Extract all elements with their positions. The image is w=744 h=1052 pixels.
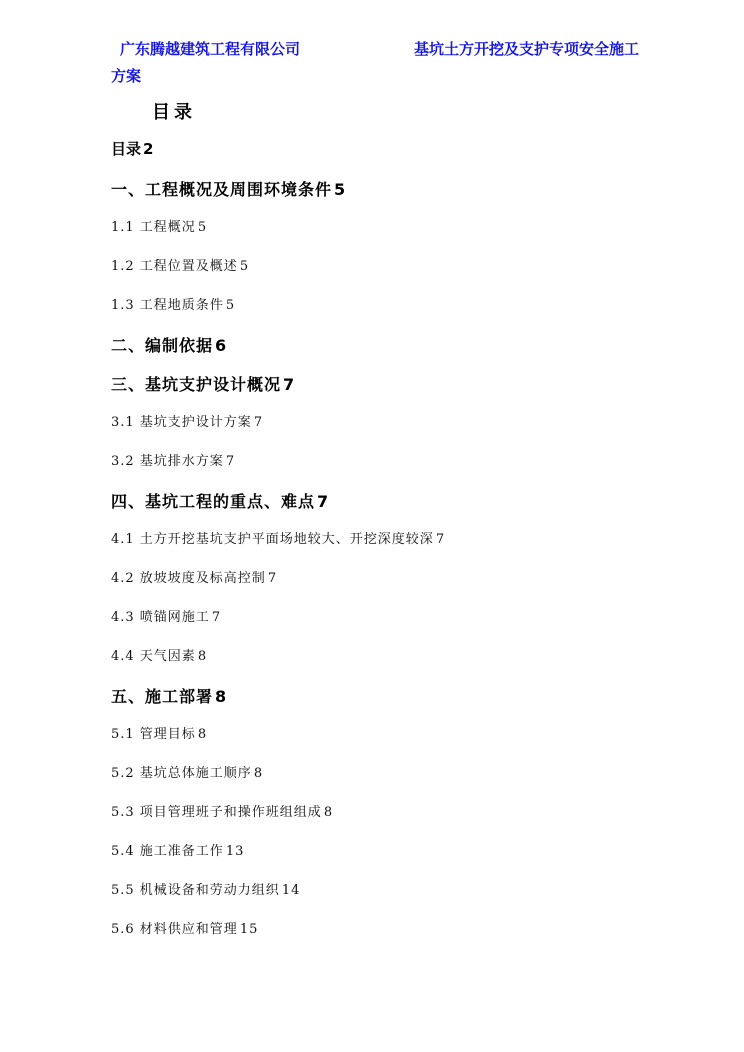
toc-entry-title: 5.1 管理目标 [111,727,196,742]
toc-entry-page-number: 7 [317,492,330,511]
toc-entry[interactable] [111,255,249,274]
toc-entry-page-number: 8 [215,687,228,706]
toc-entry-page-number: 2 [143,140,154,158]
toc-entry-title: 3.2 基坑排水方案 [111,454,224,469]
toc-entry[interactable] [111,138,153,159]
toc-entry-page-number: 8 [323,805,334,820]
toc-entry-page-number: 5 [334,180,347,199]
toc-entry[interactable] [111,333,227,356]
toc-entry-page-number: 8 [197,649,208,664]
toc-entry-title: 5.5 机械设备和劳动力组织 [111,883,280,898]
toc-entry-title: 1.3 工程地质条件 [111,298,224,313]
toc-entry-page-number: 7 [225,454,236,469]
toc-entry-page-number: 5 [197,220,208,235]
toc-entry-title: 目录 [111,140,142,158]
toc-entry[interactable] [111,450,235,469]
toc-entry[interactable] [111,567,277,586]
toc-entry[interactable] [111,801,333,820]
toc-entry-title: 5.3 项目管理班子和操作班组组成 [111,805,322,820]
toc-entry-title: 5.2 基坑总体施工顺序 [111,766,252,781]
toc-entry-page-number: 5 [239,259,250,274]
toc-entry[interactable] [111,762,263,781]
toc-entry[interactable] [111,489,329,512]
toc-entry[interactable] [111,684,227,707]
toc-entry-title: 3.1 基坑支护设计方案 [111,415,252,430]
toc-entry-page-number: 8 [253,766,264,781]
toc-entry-page-number: 7 [267,571,278,586]
toc-entry-title: 4.1 土方开挖基坑支护平面场地较大、开挖深度较深 [111,532,434,547]
toc-entry-page-number: 7 [283,375,296,394]
toc-entry-page-number: 5 [225,298,236,313]
header-company-name: 广东腾越建筑工程有限公司 [120,40,301,58]
toc-entry[interactable] [111,606,221,625]
header-document-title: 基坑土方开挖及支护专项安全施工 [414,40,640,58]
toc-entry-page-number: 7 [435,532,446,547]
toc-entry-title: 5.6 材料供应和管理 [111,922,238,937]
toc-entry-page-number: 7 [211,610,222,625]
header-document-title-continued: 方案 [111,67,142,85]
toc-entry-title: 五、施工部署 [111,687,214,706]
toc-entry[interactable] [111,177,346,200]
toc-entry-title: 一、工程概况及周围环境条件 [111,180,333,199]
toc-entry-title: 三、基坑支护设计概况 [111,375,282,394]
toc-entry-title: 1.1 工程概况 [111,220,196,235]
toc-entry-title: 4.2 放坡坡度及标高控制 [111,571,266,586]
toc-entry[interactable] [111,372,295,395]
toc-entry[interactable] [111,411,263,430]
toc-entry-title: 4.4 天气因素 [111,649,196,664]
toc-entry-page-number: 6 [215,336,228,355]
toc-entry-title: 四、基坑工程的重点、难点 [111,492,316,511]
toc-entry-page-number: 7 [253,415,264,430]
toc-entry-title: 1.2 工程位置及概述 [111,259,238,274]
toc-entry-title: 二、编制依据 [111,336,214,355]
toc-entry[interactable] [111,723,207,742]
toc-entry-title: 5.4 施工准备工作 [111,844,224,859]
toc-entry[interactable] [111,918,258,937]
toc-entry-page-number: 8 [197,727,208,742]
toc-entry-page-number: 13 [225,844,245,859]
page-header [0,0,744,90]
toc-entry-title: 4.3 喷锚网施工 [111,610,210,625]
toc-entry-page-number: 14 [281,883,301,898]
toc-heading: 目录 [152,102,196,123]
toc-entry[interactable] [111,528,445,547]
toc-entry[interactable] [111,294,235,313]
toc-entry[interactable] [111,216,207,235]
toc-entry-page-number: 15 [239,922,259,937]
toc-entry[interactable] [111,879,300,898]
toc-entry[interactable] [111,840,244,859]
toc-entry[interactable] [111,645,207,664]
